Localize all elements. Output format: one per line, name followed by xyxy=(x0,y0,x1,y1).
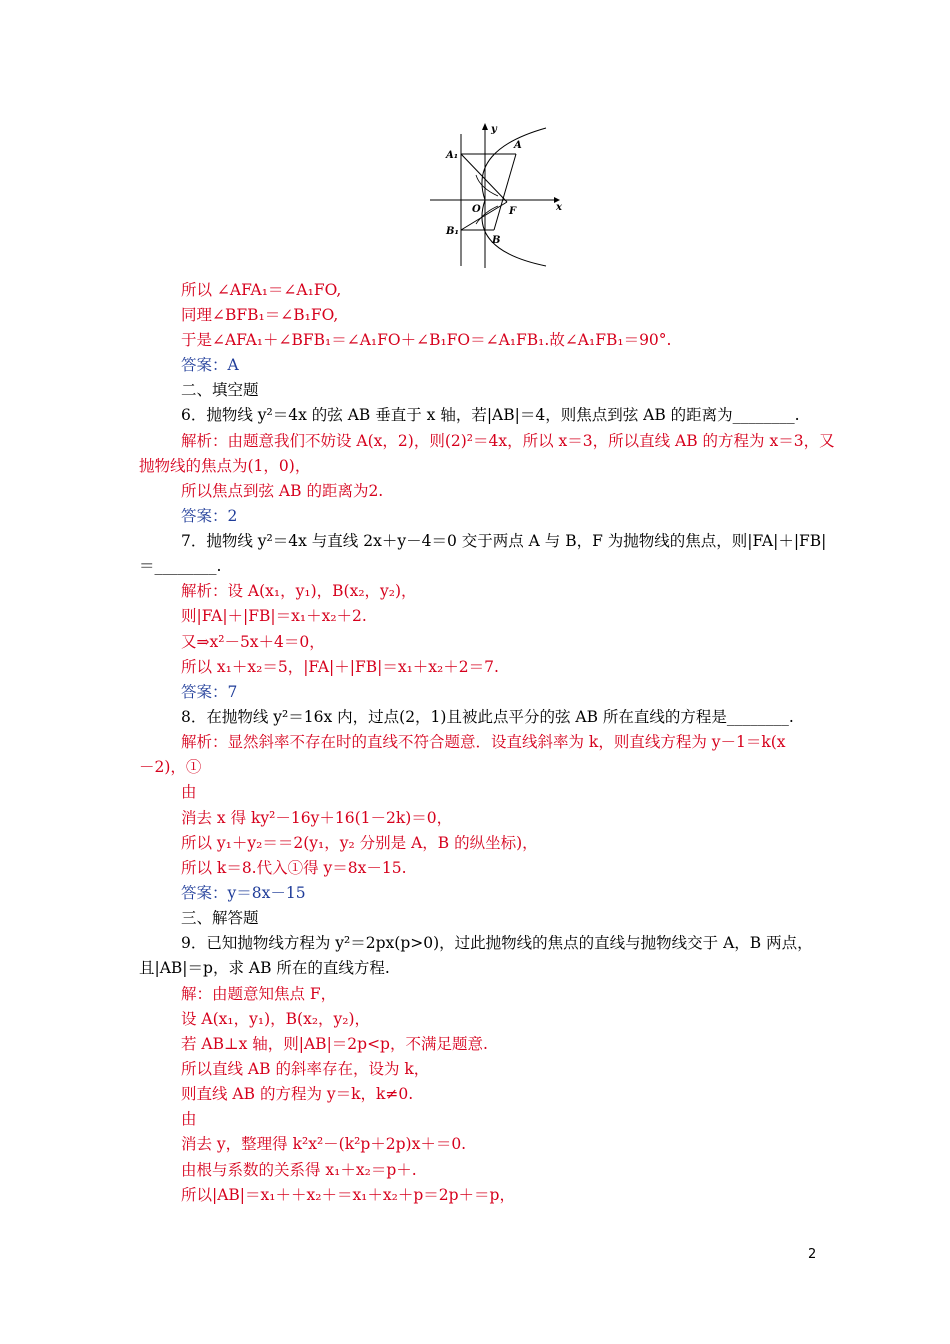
text-line: 同理∠BFB₁＝∠B₁FO, xyxy=(181,306,339,324)
text-line: 答案：y＝8x－15 xyxy=(181,884,306,902)
parabola-figure xyxy=(428,120,568,270)
text-line: 解析：显然斜率不存在时的直线不符合题意．设直线斜率为 k，则直线方程为 y－1＝k(x xyxy=(181,733,786,751)
text-line: 所以 k＝8.代入①得 y＝8x－15. xyxy=(181,859,407,877)
parabola-diagram xyxy=(428,120,568,270)
text-line: 消去 x 得 ky²－16y＋16(1－2k)＝0， xyxy=(181,809,453,827)
text-line: 消去 y，整理得 k²x²－(k²p＋2p)x＋＝0. xyxy=(181,1135,467,1153)
segment-b1-f xyxy=(461,202,507,230)
label-a1: A₁ xyxy=(446,150,459,161)
text-line: 二、填空题 xyxy=(181,381,259,399)
text-line: 所以 x₁＋x₂＝5，|FA|＋|FB|＝x₁＋x₂＋2＝7. xyxy=(181,658,499,676)
text-line: 且|AB|＝p，求 AB 所在的直线方程. xyxy=(139,959,390,977)
text-line: 答案：A xyxy=(181,356,239,374)
label-b: B xyxy=(492,235,501,246)
label-o: O xyxy=(472,204,481,215)
label-b1: B₁ xyxy=(446,226,459,237)
text-line: 所以直线 AB 的斜率存在，设为 k， xyxy=(181,1060,430,1078)
y-axis-arrow xyxy=(482,123,488,130)
label-f: F xyxy=(509,206,517,217)
text-line: 所以焦点到弦 AB 的距离为2. xyxy=(181,482,384,500)
text-line: 解：由题意知焦点 F， xyxy=(181,985,337,1003)
text-line: 6．抛物线 y²＝4x 的弦 AB 垂直于 x 轴，若|AB|＝4，则焦点到弦 AB 的距离为________. xyxy=(181,406,800,424)
text-line: 又⇒x²－5x＋4＝0， xyxy=(181,633,325,651)
text-line: 所以 ∠AFA₁＝∠A₁FO, xyxy=(181,281,342,299)
segment-a1-f xyxy=(461,154,507,202)
text-line: 抛物线的焦点为(1，0)， xyxy=(139,457,311,475)
text-line: 解析：由题意我们不妨设 A(x，2)，则(2)²＝4x，所以 x＝3，所以直线 AB 的方程为 x＝3，又 xyxy=(181,432,835,450)
text-line: 设 A(x₁，y₁)，B(x₂，y₂)， xyxy=(181,1010,371,1028)
text-line: 9．已知抛物线方程为 y²＝2px(p>0)，过此抛物线的焦点的直线与抛物线交于 A，B 两点， xyxy=(181,934,813,952)
text-line: 于是∠AFA₁＋∠BFB₁＝∠A₁FO＋∠B₁FO＝∠A₁FB₁.故∠A₁FB₁＝90°. xyxy=(181,331,672,349)
text-line: 7．抛物线 y²＝4x 与直线 2x＋y－4＝0 交于两点 A 与 B，F 为抛物线的焦点，则|FA|＋|FB| xyxy=(181,532,827,550)
label-y: y xyxy=(491,124,497,135)
text-line: 所以|AB|＝x₁＋＋x₂＋＝x₁＋x₂＋p＝2p＋＝p， xyxy=(181,1186,515,1204)
text-line: 8．在抛物线 y²＝16x 内，过点(2，1)且被此点平分的弦 AB 所在直线的方程是________. xyxy=(181,708,794,726)
text-line: 所以 y₁＋y₂＝＝2(y₁，y₂ 分别是 A，B 的纵坐标)， xyxy=(181,834,538,852)
page-number: 2 xyxy=(808,1247,817,1262)
angle-arc-upper xyxy=(476,175,498,196)
text-line: 解析：设 A(x₁，y₁)，B(x₂，y₂)， xyxy=(181,582,417,600)
text-line: 由 xyxy=(181,1110,197,1128)
text-line: 则直线 AB 的方程为 y＝k，k≠0. xyxy=(181,1085,414,1103)
text-line: 由根与系数的关系得 x₁＋x₂＝p＋. xyxy=(181,1161,417,1179)
text-line: 答案：7 xyxy=(181,683,238,701)
text-line: 若 AB⊥x 轴，则|AB|＝2p<p，不满足题意. xyxy=(181,1035,488,1053)
label-x: x xyxy=(556,202,562,213)
label-a: A xyxy=(514,140,522,151)
text-line: ＝________. xyxy=(139,557,222,575)
text-line: 由 xyxy=(181,783,197,801)
text-line: －2)，① xyxy=(139,758,202,776)
text-line: 答案：2 xyxy=(181,507,238,525)
text-line: 三、解答题 xyxy=(181,909,259,927)
text-line: 则|FA|＋|FB|＝x₁＋x₂＋2. xyxy=(181,607,367,625)
